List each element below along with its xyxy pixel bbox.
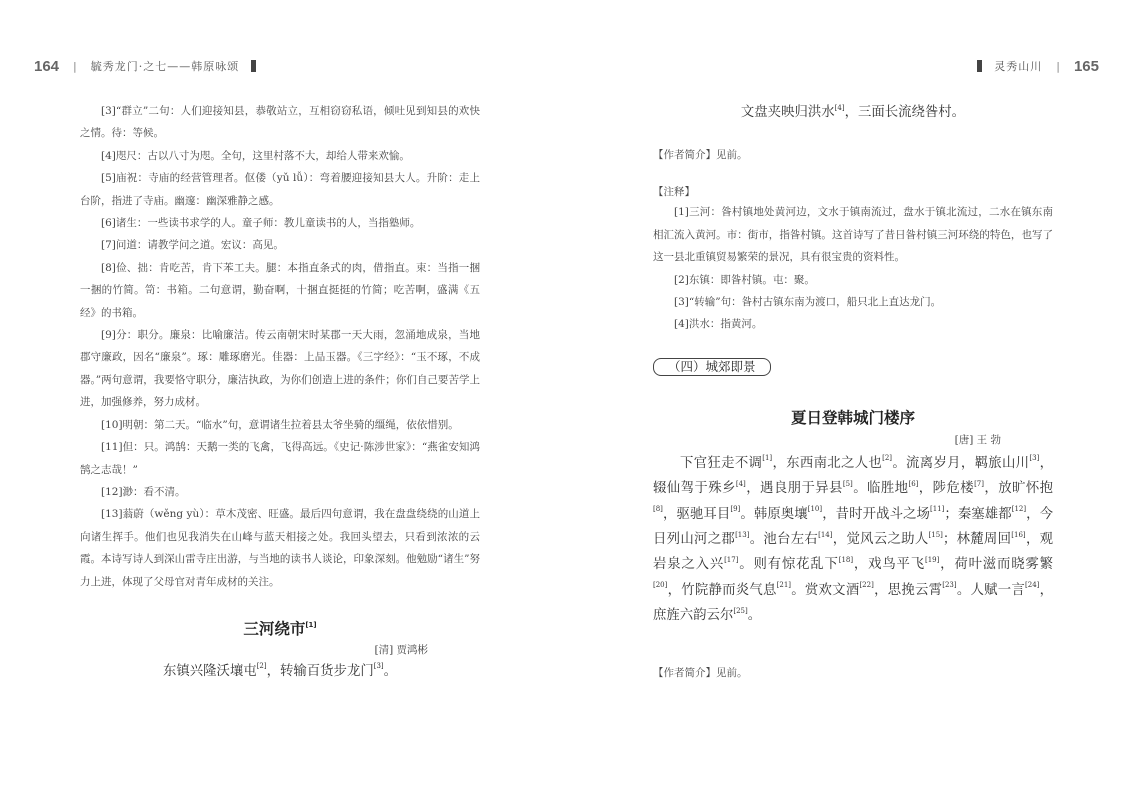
section-heading: （四）城郊即景 bbox=[653, 358, 771, 376]
verse-segment: ；秦塞雄都 bbox=[944, 506, 1012, 522]
annotation-note: [1]三河：昝村镇地处黄河边，文水于镇南流过，盘水于镇北流过，二水在镇东南相汇流入黄河。市：街市，指昝村镇。这首诗写了昔日昝村镇三河环绕的特色，也写了这一县北重镇贸易繁荣的景况，具有很宝贵的资料性。 bbox=[653, 206, 1053, 264]
left-running-title: 毓秀龙门·之七——韩原咏颂 bbox=[90, 60, 240, 73]
footnote-ref: [20] bbox=[653, 581, 668, 590]
annotation-note: [8]俭、拙：肯吃苦，肯下苯工夫。腿：本指直条式的肉，借指直。束：当指一捆一捆的竹简。笥：书箱。二句意谓，勤奋啊，十捆直挺挺的竹简；吃苦啊，盛满《五经》的书箱。 bbox=[80, 261, 480, 319]
verse-segment: ，觉风云之助人 bbox=[832, 532, 929, 548]
verse-segment: 。 bbox=[747, 608, 762, 624]
footnote-ref: [12] bbox=[1011, 505, 1027, 514]
footnote-ref: [24] bbox=[1025, 581, 1040, 590]
footnote-ref: [2] bbox=[882, 454, 893, 463]
footnote-ref: [9] bbox=[730, 505, 741, 514]
poem-title: 三河绕市[1] bbox=[243, 619, 317, 638]
right-page-body bbox=[653, 100, 1053, 680]
right-page-header bbox=[965, 56, 1099, 76]
verse-segment: ，东西南北之人也 bbox=[772, 455, 883, 471]
annotation-note: [3]“转输”句：昝村古镇东南为渡口，船只北上直达龙门。 bbox=[674, 296, 942, 309]
annotation-note: [4]咫尺：古以八寸为咫。全句，这里村落不大，却给人带来欢愉。 bbox=[101, 149, 410, 162]
verse-segment: 下官狂走不调 bbox=[680, 455, 763, 471]
notes-heading: 【注释】 bbox=[653, 186, 695, 199]
footnote-ref: [8] bbox=[653, 505, 663, 514]
footnote-ref: [14] bbox=[818, 530, 833, 539]
poem-verse: 东镇兴隆沃壤屯[2]，转输百货步龙门[3]。 bbox=[162, 662, 398, 679]
footnote-ref: [4] bbox=[735, 479, 746, 488]
footnote-ref: [7] bbox=[974, 479, 984, 488]
verse-segment: ，放旷怀抱 bbox=[983, 481, 1054, 497]
footnote-ref: [15] bbox=[928, 530, 943, 539]
annotation-note: [11]但：只。鸿鹄：天鹅一类的飞禽，飞得高远。《史记·陈涉世家》：“燕雀安知鸿鹄之志哉！” bbox=[80, 441, 480, 476]
verse-segment: 。人赋一言 bbox=[956, 582, 1026, 598]
verse-segment: ，戏鸟平飞 bbox=[853, 557, 925, 573]
section-heading-wrap bbox=[653, 356, 1053, 376]
footnote-ref: [11] bbox=[929, 505, 945, 514]
verse-segment: ，竹院静而炎气息 bbox=[667, 582, 777, 598]
left-page-number: 164 bbox=[34, 57, 60, 75]
verse-segment: 。临胜地 bbox=[852, 481, 909, 497]
verse-segment: ，思挽云霄 bbox=[873, 582, 943, 598]
verse-segment: ，陟危楼 bbox=[918, 481, 975, 497]
annotation-note: [2]东镇：即昝村镇。屯：聚。 bbox=[674, 273, 815, 286]
annotation-note: [3]“群立”二句：人们迎接知县，恭敬站立，互相窃窃私语，倾吐见到知县的欢快之情。待：等候。 bbox=[80, 105, 480, 140]
footnote-ref: [3] bbox=[1029, 454, 1040, 463]
footnote-ref: [25] bbox=[733, 606, 748, 615]
header-separator: | bbox=[73, 59, 77, 73]
verse-segment: 。赏欢文酒 bbox=[791, 582, 860, 598]
verse-segment: ，遇良朋于异县 bbox=[745, 481, 843, 497]
verse-segment: 。流离岁月，羁旅山川 bbox=[892, 455, 1030, 471]
right-running-title: 灵秀山川 bbox=[994, 60, 1043, 73]
footnote-ref: [16] bbox=[1011, 530, 1026, 539]
verse-segment: ，荷叶滋而晓雾繁 bbox=[939, 557, 1054, 573]
verse-segment: ，昔时开战斗之场 bbox=[822, 506, 930, 522]
footnote-ref: [18] bbox=[838, 556, 854, 564]
poem-author: [清] 贾鸿彬 bbox=[374, 643, 428, 656]
left-page-body bbox=[80, 100, 480, 684]
footnote-ref: [5] bbox=[842, 479, 853, 488]
poem-author: [唐] 王 勃 bbox=[954, 433, 1001, 446]
poem-verse: 文盘夹映归洪水[4]，三面长流绕昝村。 bbox=[740, 103, 966, 120]
annotation-note: [4]洪水：指黄河。 bbox=[674, 318, 763, 331]
footnote-ref: [19] bbox=[924, 556, 940, 564]
poem-verse bbox=[653, 451, 1053, 629]
verse-segment: ；林麓周回 bbox=[942, 532, 1012, 548]
annotation-note: [10]明朝：第二天。“临水”句，意谓诸生拉着县太爷坐骑的缰绳，依依惜别。 bbox=[101, 418, 459, 431]
verse-segment: ，辍仙驾于殊乡 bbox=[653, 455, 1054, 497]
verse-segment: 。池台左右 bbox=[749, 532, 819, 548]
verse-segment: ，今日列山河之郡 bbox=[653, 506, 1054, 548]
verse-segment: 。韩原奥壤 bbox=[740, 506, 808, 522]
footnote-ref: [21] bbox=[776, 581, 792, 590]
header-separator: | bbox=[1056, 59, 1060, 73]
verse-segment: ，庶旌六韵云尔 bbox=[653, 582, 1054, 624]
annotation-note: [6]诸生：一些读书求学的人。童子师：教儿童读书的人，当指塾师。 bbox=[101, 217, 421, 230]
footnote-ref: [1] bbox=[762, 454, 773, 463]
verse-segment: ，观岩泉之入兴 bbox=[653, 532, 1054, 573]
verse-segment: ，驱驰耳目 bbox=[662, 506, 731, 522]
poem-title: 夏日登韩城门楼序 bbox=[790, 408, 915, 427]
left-page-header bbox=[34, 56, 268, 76]
author-intro: 【作者简介】见前。 bbox=[653, 666, 748, 679]
verse-segment: 。则有惊花乱下 bbox=[738, 557, 839, 573]
author-intro: 【作者简介】见前。 bbox=[653, 149, 748, 162]
header-marker-icon bbox=[977, 60, 982, 72]
footnote-ref: [23] bbox=[942, 581, 957, 590]
footnote-ref: [22] bbox=[859, 581, 874, 590]
right-page-number: 165 bbox=[1073, 57, 1099, 75]
footnote-ref: [10] bbox=[807, 505, 823, 514]
annotation-note: [5]庙祝：寺庙的经营管理者。伛偻（yǔ lǚ）：弯着腰迎接知县大人。升阶：走上台阶，指进了寺庙。幽邃：幽深雅静之感。 bbox=[80, 172, 480, 207]
annotation-note: [9]分：职分。廉泉：比喻廉洁。传云南朝宋时某郡一天大雨，忽涌地成泉，当地郡守廉政，因名“廉泉”。琢：雕琢磨光。佳器：上品玉器。《三字经》：“玉不琢，不成器。”两句意谓，我要恪守职分，廉洁执政，为你们创造上进的条件；你们自己要苦学上进，加强修养，努力成材。 bbox=[80, 329, 480, 409]
annotation-note: [12]渺：看不清。 bbox=[101, 485, 186, 498]
footnote-ref: [17] bbox=[724, 556, 739, 564]
footnote-ref: [6] bbox=[908, 479, 919, 488]
header-marker-icon bbox=[251, 60, 256, 72]
annotation-note: [13]蓊蔚（wěng yù）：草木茂密、旺盛。最后四句意谓，我在盘盘绕绕的山道上向诸生挥手。他们也见我消失在山峰与蓝天相接之处。我回头望去，只看到浓浓的云霞。本诗写诗人到深山雷寺庄出游，与当地的读书人谈论，印象深刻。他勉励“诸生”努力上进，体现了父母官对青年成材的关注。 bbox=[80, 508, 480, 588]
footnote-ref: [13] bbox=[735, 530, 750, 539]
annotation-note: [7]问道：请教学问之道。宏议：高见。 bbox=[101, 239, 284, 252]
